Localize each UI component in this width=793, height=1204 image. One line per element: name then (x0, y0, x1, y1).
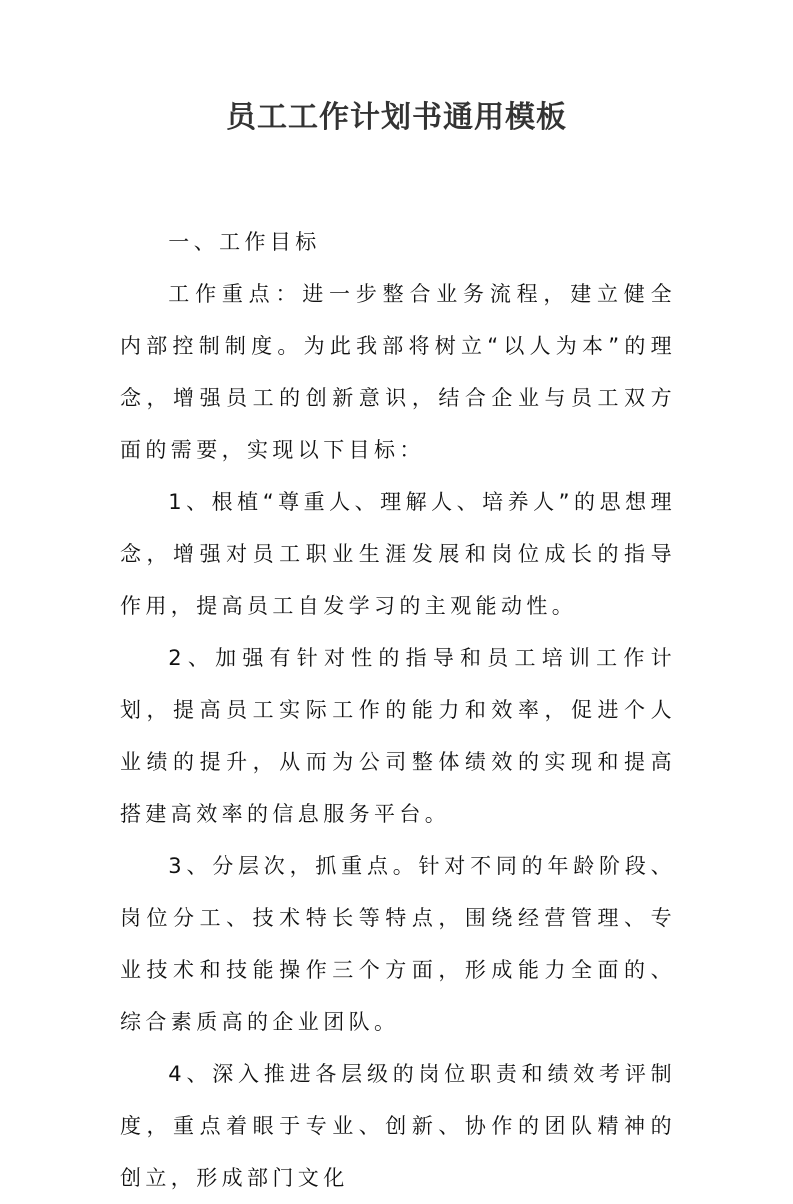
paragraph-goal-4: 4、深入推进各层级的岗位职责和绩效考评制度，重点着眼于专业、创新、协作的团队精神的创立，形成部门文化 (120, 1062, 676, 1190)
paragraph-work-focus: 工作重点：进一步整合业务流程，建立健全内部控制制度。为此我部将树立“以人为本”的理念，增强员工的创新意识，结合企业与员工双方面的需要，实现以下目标： (120, 282, 676, 462)
document-body (120, 216, 676, 1204)
paragraph-goal-3: 3、分层次，抓重点。针对不同的年龄阶段、岗位分工、技术特长等特点，围绕经营管理、专业技术和技能操作三个方面，形成能力全面的、综合素质高的企业团队。 (120, 854, 676, 1034)
section-heading: 一、工作目标 (168, 230, 321, 254)
paragraph-goal-1: 1、根植“尊重人、理解人、培养人”的思想理念，增强对员工职业生涯发展和岗位成长的指导作用，提高员工自发学习的主观能动性。 (120, 490, 676, 618)
document-title: 员工工作计划书通用模板 (226, 100, 567, 135)
paragraph-goal-2: 2、加强有针对性的指导和员工培训工作计划，提高员工实际工作的能力和效率，促进个人业绩的提升，从而为公司整体绩效的实现和提高搭建高效率的信息服务平台。 (120, 646, 676, 826)
